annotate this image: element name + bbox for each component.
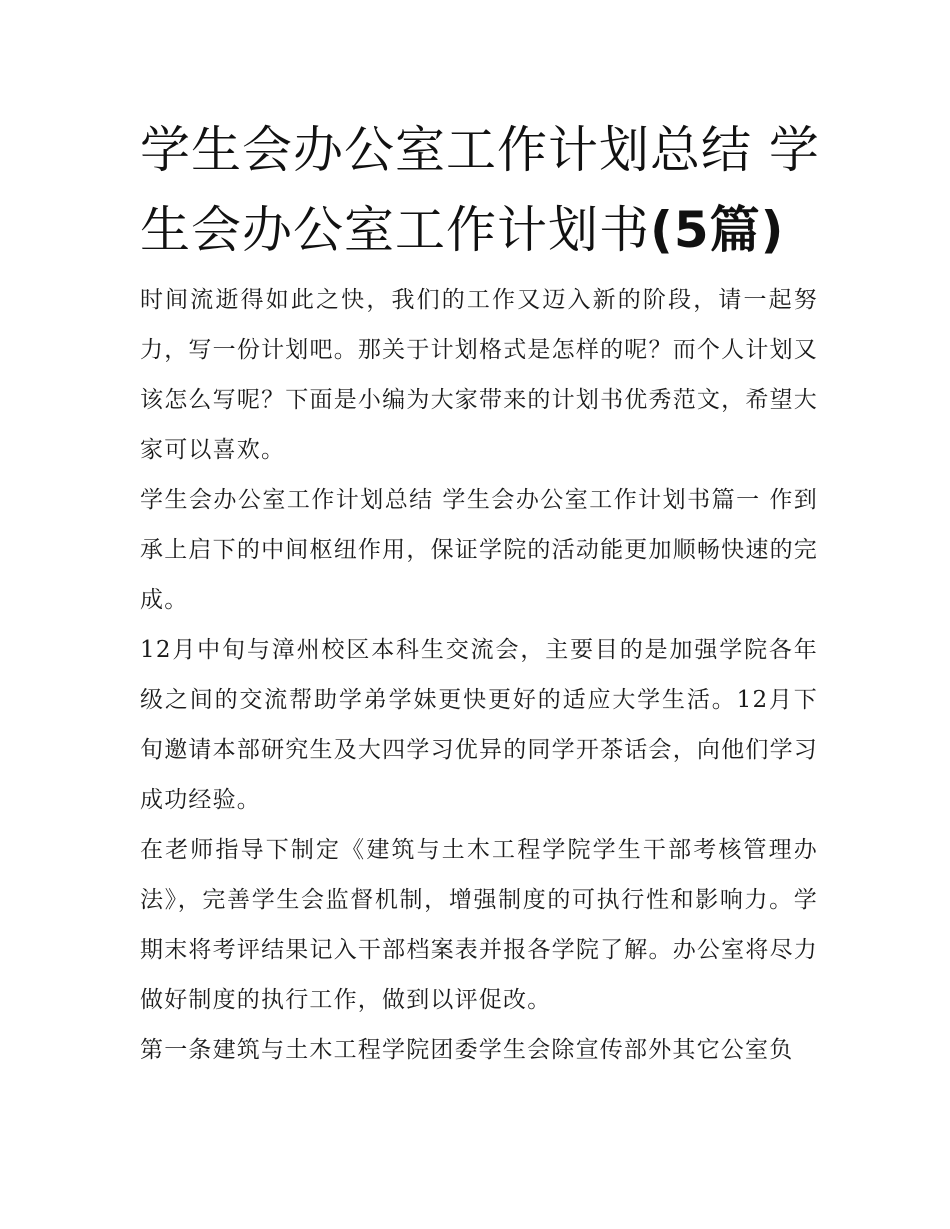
paragraph-exchange-meeting: 12月中旬与漳州校区本科生交流会，主要目的是加强学院各年级之间的交流帮助学弟学妹更快更好的适应大学生活。12月下旬邀请本部研究生及大四学习优异的同学开茶话会，向他们学习成功经验。 [140, 637, 818, 813]
paragraph-intro: 时间流逝得如此之快，我们的工作又迈入新的阶段，请一起努力，写一份计划吧。那关于计划格式是怎样的呢？而个人计划又该怎么写呢？下面是小编为大家带来的计划书优秀范文，希望大家可以喜欢。 [140, 287, 818, 463]
paragraph-section-one: 学生会办公室工作计划总结 学生会办公室工作计划书篇一 作到承上启下的中间枢纽作用，保证学院的活动能更加顺畅快速的完成。 [140, 487, 818, 613]
title-main: 学生会办公室工作计划总结 学生会办公室工作计划书 [140, 121, 820, 259]
document-title [140, 110, 820, 270]
paragraph-article-one: 第一条建筑与土木工程学院团委学生会除宣传部外其它公室负 [140, 1037, 794, 1063]
title-suffix: (5篇) [650, 201, 785, 259]
document-body [140, 275, 818, 1075]
paragraph-assessment-rules: 在老师指导下制定《建筑与土木工程学院学生干部考核管理办法》，完善学生会监督机制，增强制度的可执行性和影响力。学期末将考评结果记入干部档案表并报各学院了解。办公室将尽力做好制度的执行工作，做到以评促改。 [140, 837, 818, 1013]
